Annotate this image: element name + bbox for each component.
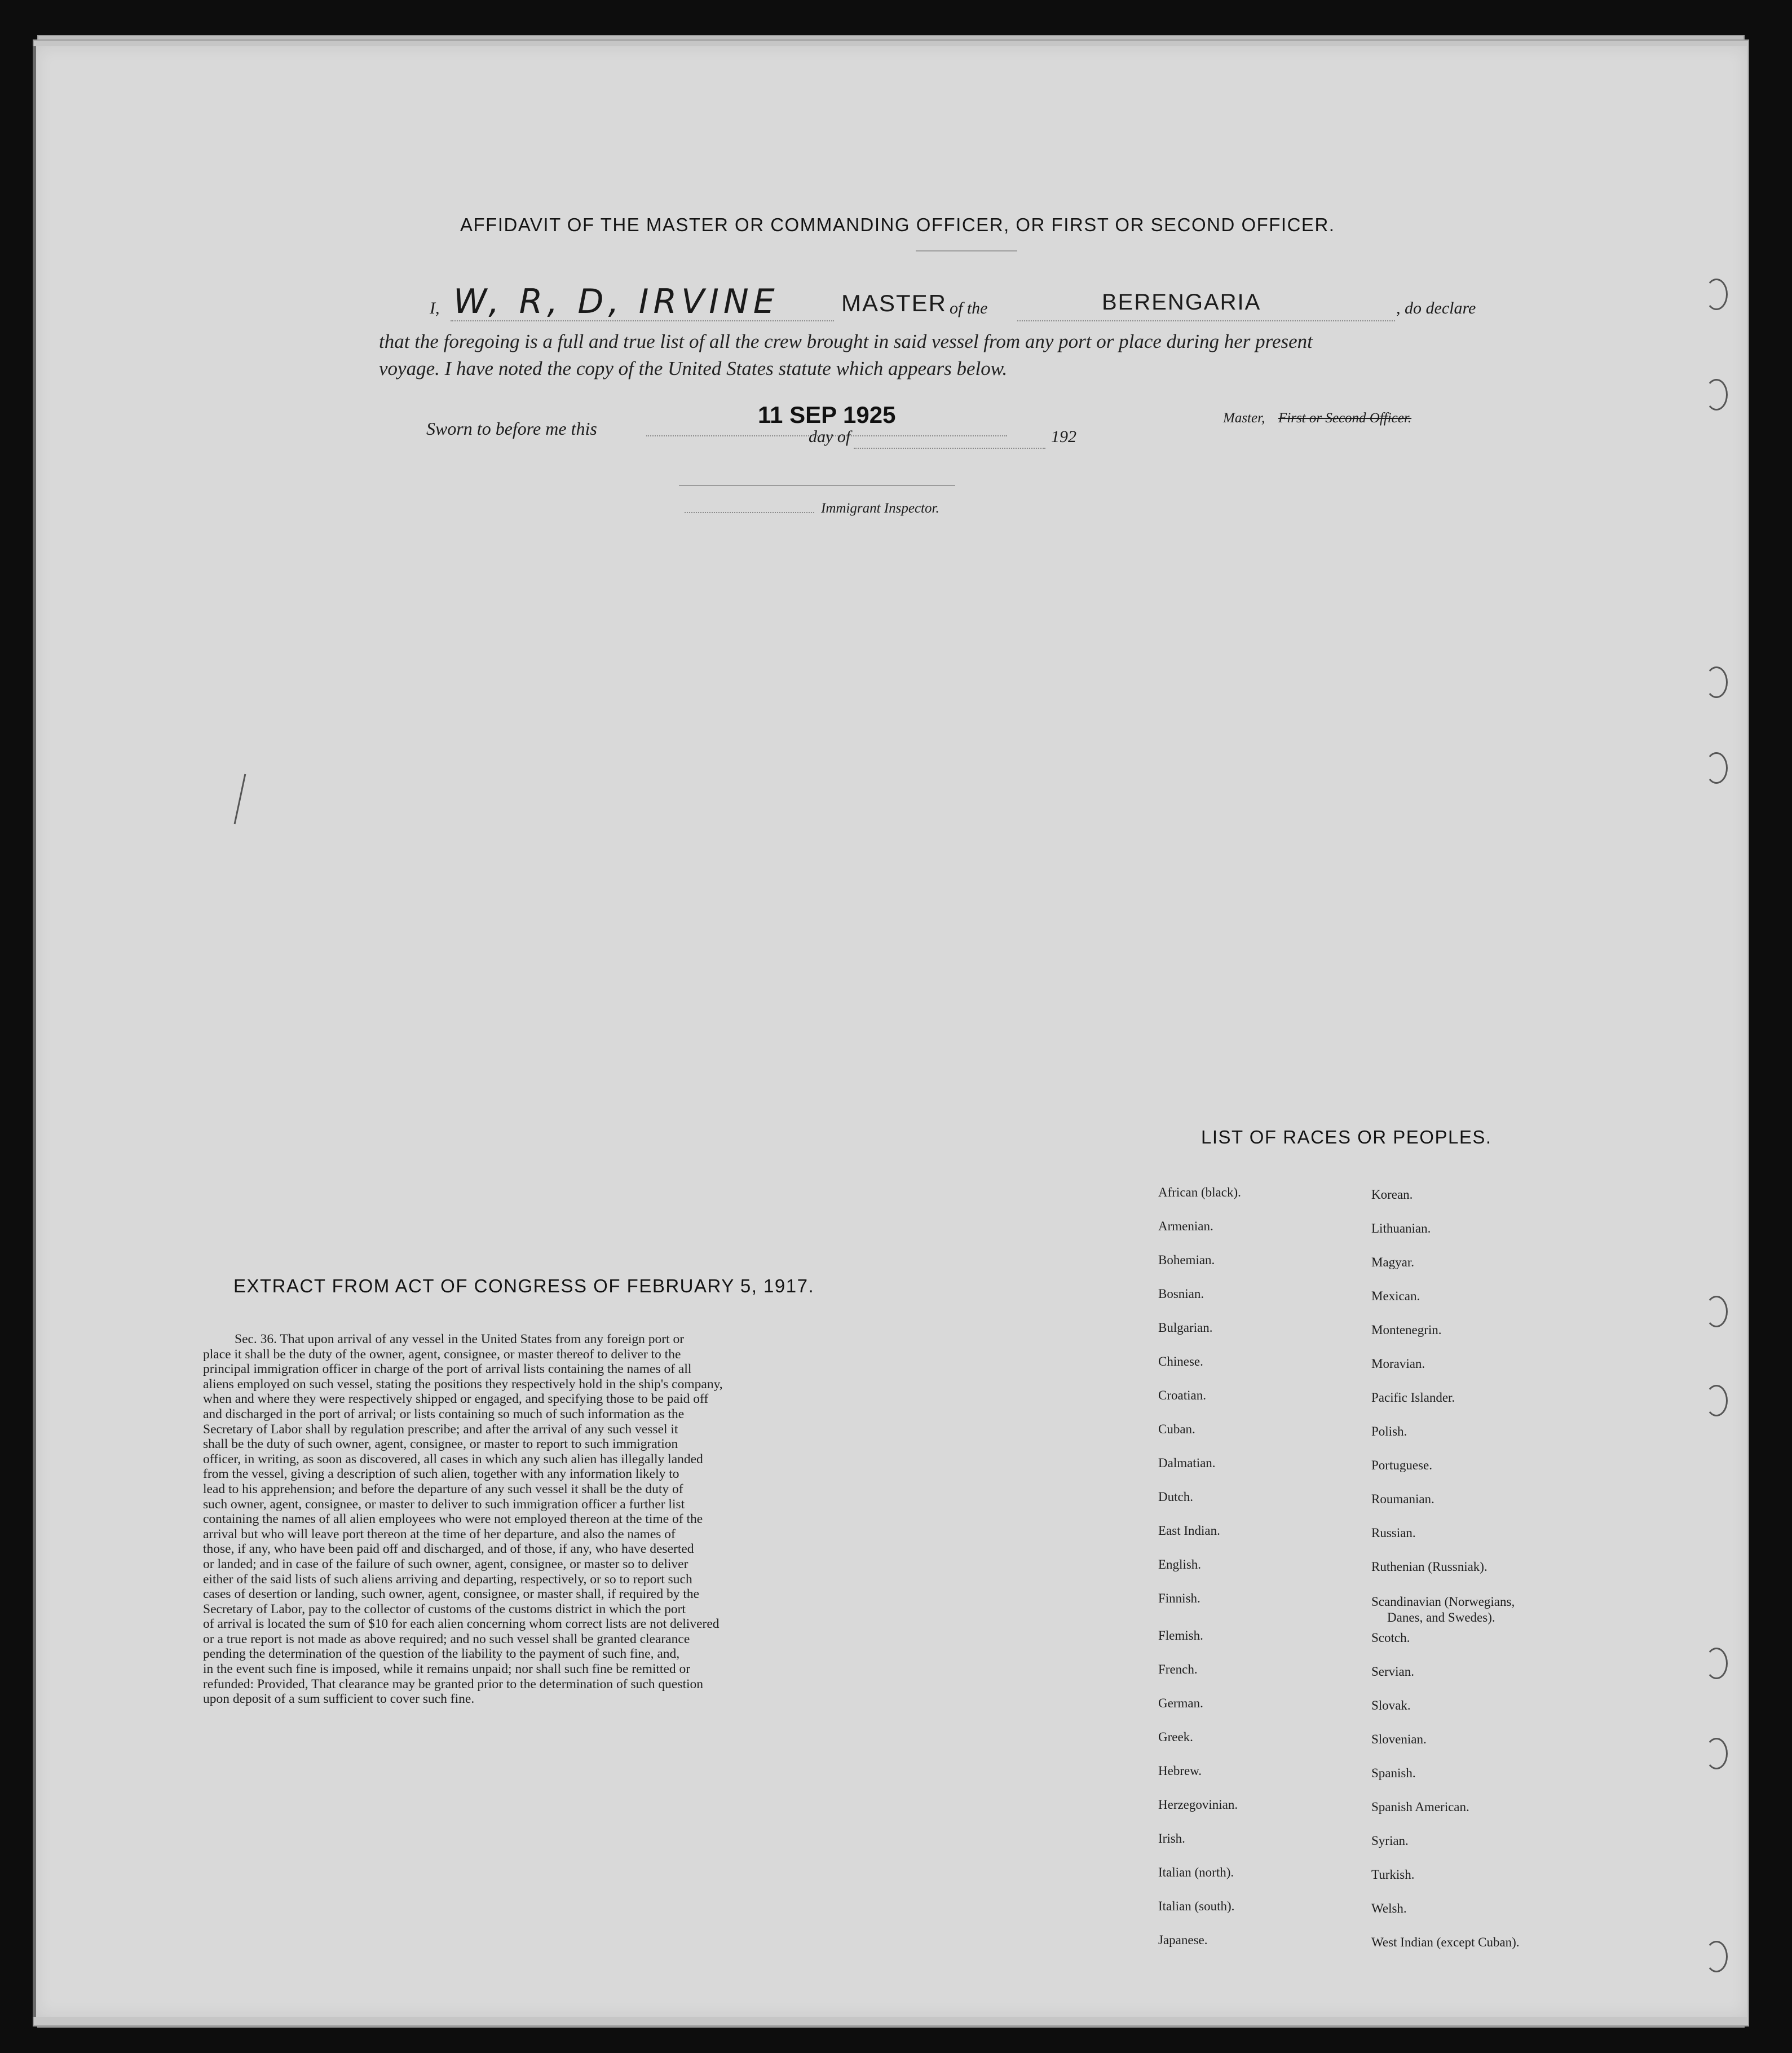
race-item: Hebrew. — [1158, 1764, 1202, 1778]
extract-line: or landed; and in case of the failure of such owner, agent, consignee, or master so to deliver — [203, 1556, 688, 1571]
race-item: Polish. — [1371, 1424, 1407, 1438]
title-underline — [916, 250, 1017, 251]
extract-line: place it shall be the duty of the owner, agent, consignee, or master thereof to deliver to the — [203, 1346, 681, 1362]
extract-line: shall be the duty of such owner, agent, consignee, or master to report to such immigration — [203, 1437, 678, 1452]
extract-line: pending the determination of the question of the liability to the payment of such fine, and, — [203, 1646, 680, 1662]
extract-line: officer, in writing, as soon as discovered, all cases in which any such alien has illegally landed — [203, 1451, 703, 1467]
race-item: German. — [1158, 1696, 1203, 1710]
race-item: Mexican. — [1371, 1289, 1420, 1303]
affidavit-title: AFFIDAVIT OF THE MASTER OR COMMANDING OFFICER, OR FIRST OR SECOND OFFICER. — [460, 214, 1335, 235]
race-item: West Indian (except Cuban). — [1371, 1935, 1520, 1949]
punch-hole — [1705, 379, 1728, 410]
race-item: Servian. — [1371, 1665, 1415, 1679]
race-item: Montenegrin. — [1371, 1323, 1442, 1337]
race-item: Syrian. — [1371, 1834, 1409, 1848]
race-item: Flemish. — [1158, 1628, 1203, 1643]
master-name-handwritten: W, R, D, IRVINE — [453, 282, 779, 321]
race-item: Bosnian. — [1158, 1287, 1204, 1301]
race-item: Moravian. — [1371, 1357, 1425, 1371]
race-item: Portuguese. — [1371, 1458, 1432, 1472]
extract-line: upon deposit of a sum sufficient to cover such fine. — [203, 1692, 475, 1707]
race-item: Finnish. — [1158, 1591, 1200, 1605]
signature-role: Master, — [1223, 410, 1265, 426]
master-role-typed: MASTER — [841, 290, 947, 316]
race-item: Lithuanian. — [1371, 1221, 1431, 1235]
race-item: Danes, and Swedes). — [1387, 1610, 1495, 1624]
extract-line: those, if any, who have been paid off and discharged, and of those, if any, who have deserted — [203, 1542, 694, 1557]
extract-line: cases of desertion or landing, such owner, agent, consignee, or master shall, if required by the — [203, 1587, 700, 1602]
date-stamp: 11 SEP 1925 — [758, 401, 896, 428]
punch-hole — [1705, 1941, 1728, 1972]
extract-line: either of the said lists of such aliens arriving and departing, respectively, or so to report such — [203, 1571, 692, 1587]
race-item: Irish. — [1158, 1831, 1185, 1846]
race-item: Turkish. — [1371, 1867, 1415, 1882]
extract-line: lead to his apprehension; and before the departure of any such vessel it shall be the duty of — [203, 1481, 683, 1496]
race-item: Dutch. — [1158, 1490, 1193, 1504]
year-prefix: 192 — [1051, 427, 1076, 446]
race-item: Bulgarian. — [1158, 1321, 1213, 1335]
race-item: Italian (north). — [1158, 1865, 1234, 1879]
race-item: Spanish American. — [1371, 1800, 1469, 1814]
day-of-label: day of — [809, 427, 851, 446]
race-item: Magyar. — [1371, 1255, 1415, 1269]
race-item: Cuban. — [1158, 1422, 1195, 1436]
race-item: Pacific Islander. — [1371, 1390, 1455, 1405]
punch-hole — [1705, 1648, 1728, 1679]
race-item: Dalmatian. — [1158, 1456, 1216, 1470]
race-item: Greek. — [1158, 1730, 1193, 1744]
punch-hole — [1705, 666, 1728, 698]
pen-mark — [234, 774, 246, 824]
extract-line: Secretary of Labor, pay to the collector of customs of the customs district in which the port — [203, 1601, 686, 1617]
race-item: Slovenian. — [1371, 1732, 1427, 1746]
race-item: English. — [1158, 1557, 1202, 1571]
inspector-label: Immigrant Inspector. — [821, 501, 939, 516]
race-item: Welsh. — [1371, 1901, 1407, 1915]
extract-line: or a true report is not made as above required; and no such vessel shall be granted clearance — [203, 1631, 690, 1646]
extract-body — [203, 1332, 902, 1707]
affidavit-line-prefix: I, — [430, 299, 440, 317]
race-item: Russian. — [1371, 1526, 1416, 1540]
do-declare-label: , do declare — [1396, 299, 1476, 317]
extract-line: of arrival is located the sum of $10 for each alien concerning whom correct lists are not delivered — [203, 1617, 720, 1632]
race-item: French. — [1158, 1662, 1198, 1676]
punch-hole — [1705, 279, 1728, 310]
extract-line: when and where they were respectively shipped or engaged, and specifying those to be paid off — [203, 1392, 709, 1407]
punch-hole — [1705, 1296, 1728, 1327]
race-item: Italian (south). — [1158, 1899, 1235, 1913]
race-item: Chinese. — [1158, 1354, 1203, 1368]
signature-struck-text: First or Second Officer. — [1278, 410, 1412, 426]
inspector-rule-top — [679, 485, 955, 486]
race-item: Spanish. — [1371, 1766, 1416, 1780]
name-rule — [451, 320, 834, 321]
race-item: Japanese. — [1158, 1933, 1208, 1947]
race-item: Herzegovinian. — [1158, 1798, 1238, 1812]
race-item: Roumanian. — [1371, 1492, 1435, 1506]
extract-line: in the event such fine is imposed, while it remains unpaid; nor shall such fine be remitted or — [203, 1662, 691, 1677]
race-item: Armenian. — [1158, 1219, 1213, 1233]
month-rule — [854, 448, 1045, 449]
extract-line: containing the names of all alien employees who were not employed thereon at the time of the — [203, 1512, 703, 1527]
extract-line: such owner, agent, consignee, or master to deliver to such immigration officer a further list — [203, 1496, 685, 1512]
races-title: LIST OF RACES OR PEOPLES. — [1201, 1127, 1492, 1147]
statement-line-2: voyage. I have noted the copy of the United States statute which appears below. — [379, 357, 1008, 379]
extract-line: from the vessel, giving a description of such alien, together with any information likely to — [203, 1467, 679, 1482]
extract-line: arrival but who will leave port thereon at the time of her departure, and also the names of — [203, 1526, 676, 1542]
race-item: East Indian. — [1158, 1524, 1220, 1538]
punch-hole — [1705, 1738, 1728, 1769]
race-item: Korean. — [1371, 1187, 1413, 1202]
manifest-page — [33, 46, 1747, 2017]
punch-hole — [1705, 1385, 1728, 1416]
race-item: Croatian. — [1158, 1388, 1206, 1402]
extract-line: Secretary of Labor shall by regulation prescribe; and after the arrival of any such vessel it — [203, 1421, 678, 1437]
race-item: Scotch. — [1371, 1631, 1410, 1645]
race-item: Slovak. — [1371, 1698, 1411, 1712]
sworn-label: Sworn to before me this — [426, 418, 597, 439]
extract-title: EXTRACT FROM ACT OF CONGRESS OF FEBRUARY 5, 1917. — [233, 1275, 815, 1296]
extract-line: refunded: Provided, That clearance may be granted prior to the determination of such question — [203, 1676, 704, 1692]
extract-line: principal immigration officer in charge of the port of arrival lists containing the names of all — [203, 1362, 692, 1377]
extract-line: Sec. 36. That upon arrival of any vessel in the United States from any foreign port or — [235, 1332, 685, 1346]
of-the-label: of the — [950, 299, 988, 317]
race-item: Bohemian. — [1158, 1253, 1215, 1267]
inspector-rule — [685, 512, 814, 513]
race-item: Ruthenian (Russniak). — [1371, 1560, 1488, 1574]
race-item: Scandinavian (Norwegians, — [1371, 1595, 1515, 1609]
vessel-rule — [1017, 320, 1395, 321]
punch-hole — [1705, 752, 1728, 784]
extract-line: aliens employed on such vessel, stating the positions they respectively hold in the ship's company, — [203, 1376, 723, 1392]
statement-line-1: that the foregoing is a full and true list of all the crew brought in said vessel from any port or place during her present — [379, 330, 1313, 352]
race-item: African (black). — [1158, 1185, 1241, 1199]
extract-line: and discharged in the port of arrival; or lists containing so much of such information as the — [203, 1406, 685, 1421]
vessel-name: BERENGARIA — [1102, 290, 1261, 315]
